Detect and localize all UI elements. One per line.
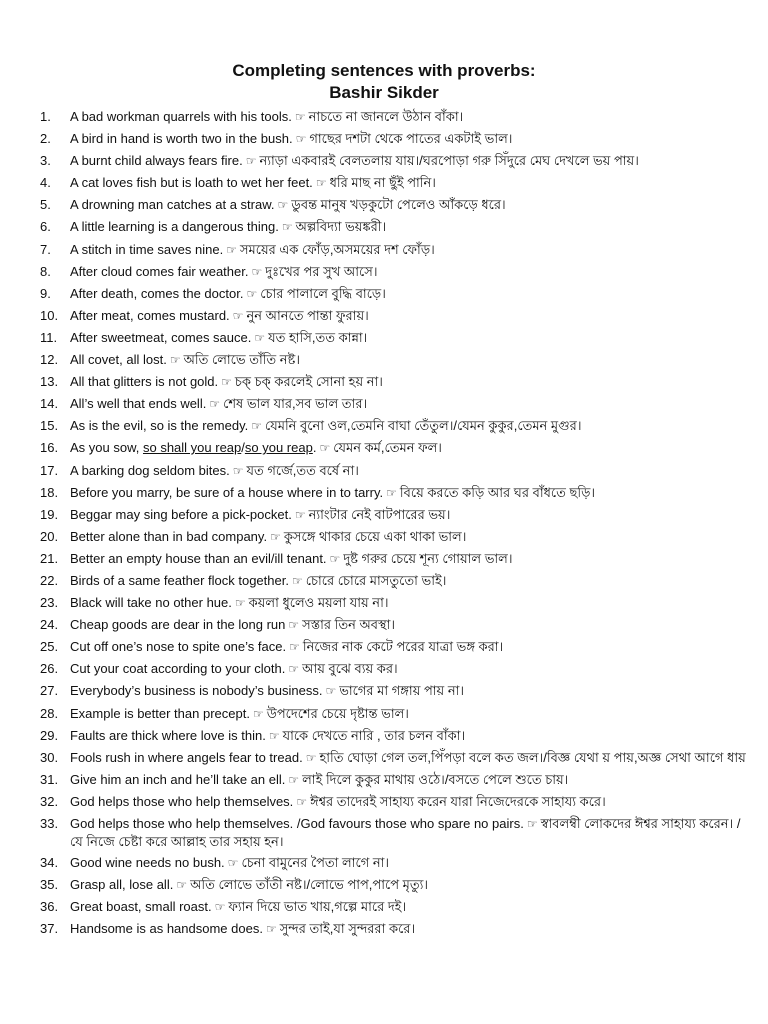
item-body: [70, 417, 752, 435]
item-number: 10.: [40, 307, 59, 323]
english-text-part: .: [312, 440, 317, 456]
item-body: [70, 594, 752, 612]
item-number: 14.: [40, 396, 59, 412]
bengali-proverb: চেনা বামুনের পৈতা লাগে না।: [241, 855, 390, 871]
item-body: [70, 528, 752, 546]
pointing-hand-icon: ☞: [234, 596, 246, 611]
item-number: 27.: [40, 683, 59, 699]
pointing-hand-icon: ☞: [270, 529, 281, 544]
list-item: [40, 307, 752, 325]
list-item: [40, 152, 752, 170]
list-item: [40, 660, 752, 678]
english-proverb: Fools rush in where angels fear to tread.: [70, 749, 303, 765]
item-number: 31.: [40, 771, 59, 787]
item-number: 19.: [40, 506, 59, 522]
item-number: 18.: [40, 484, 59, 500]
list-item: [40, 130, 752, 148]
bengali-proverb: নিজের নাক কেটে পরের যাত্রা ভঙ্গ করা।: [302, 639, 504, 655]
item-body: [70, 108, 752, 126]
bengali-proverb: চক্‌ চক্‌ করলেই সোনা হয় না।: [234, 374, 383, 390]
english-proverb: Good wine needs no bush.: [70, 855, 225, 871]
item-number: 35.: [40, 877, 59, 893]
bengali-proverb: স্বাবলম্বী লোকদের ঈশ্বর সাহায্য করেন। /যে নিজে চেষ্টা করে আল্লাহ তার সহায় হন।: [70, 816, 741, 849]
bengali-proverb: গাছের দশটা থেকে পাতের একটাই ভাল।: [309, 131, 513, 147]
list-item: [40, 528, 752, 546]
item-number: 5.: [40, 197, 51, 213]
english-proverb: Handsome is as handsome does.: [70, 921, 263, 937]
bengali-proverb: যত হাসি,তত কান্না।: [268, 329, 368, 345]
bengali-proverb: অল্পবিদ্যা ভয়ঙ্করী।: [295, 219, 387, 235]
proverb-list: [40, 108, 752, 942]
item-number: 7.: [40, 241, 51, 257]
english-proverb: A stitch in time saves nine.: [70, 241, 224, 257]
item-number: 36.: [40, 899, 59, 915]
pointing-hand-icon: ☞: [319, 441, 331, 456]
pointing-hand-icon: ☞: [386, 485, 397, 500]
item-body: [70, 462, 752, 480]
list-item: [40, 572, 752, 590]
bengali-proverb: ভাগের মা গঙ্গায় পায় না।: [339, 683, 465, 699]
item-body: [70, 638, 752, 656]
pointing-hand-icon: ☞: [227, 856, 239, 871]
pointing-hand-icon: ☞: [281, 220, 293, 235]
list-item: [40, 682, 752, 700]
item-body: [70, 682, 752, 700]
document-title: [0, 60, 768, 104]
english-text-part: As you sow,: [70, 440, 143, 456]
item-body: [70, 263, 752, 281]
item-number: 25.: [40, 639, 59, 655]
item-body: [70, 329, 752, 347]
item-number: 22.: [40, 572, 59, 588]
item-body: [70, 920, 752, 938]
bengali-proverb: যত গর্জে,তত বর্ষে না।: [246, 462, 359, 478]
bengali-proverb: নাচতে না জানলে উঠান বাঁকা।: [308, 109, 464, 124]
english-proverb: After cloud comes fair weather.: [70, 263, 249, 279]
pointing-hand-icon: ☞: [246, 286, 258, 301]
item-body: [70, 439, 752, 457]
item-number: 12.: [40, 352, 59, 368]
item-number: 6.: [40, 219, 51, 235]
item-body: [70, 705, 752, 723]
item-body: [70, 771, 752, 789]
title-author: Bashir Sikder: [329, 83, 439, 102]
list-item: [40, 329, 752, 347]
pointing-hand-icon: ☞: [209, 397, 221, 412]
list-item: [40, 815, 752, 850]
bengali-proverb: আয় বুঝে ব্যয় কর।: [302, 661, 398, 677]
item-body: [70, 572, 752, 590]
item-body: [70, 876, 752, 894]
english-proverb: A bad workman quarrels with his tools.: [70, 109, 292, 124]
english-proverb: Birds of a same feather flock together.: [70, 572, 289, 588]
english-proverb: Black will take no other hue.: [70, 595, 232, 611]
list-item: [40, 854, 752, 872]
item-body: [70, 898, 752, 916]
item-body: [70, 218, 752, 236]
english-proverb: A little learning is a dangerous thing.: [70, 219, 279, 235]
english-proverb: Give him an inch and he’ll take an ell.: [70, 771, 286, 787]
english-proverb: After sweetmeat, comes sauce.: [70, 329, 252, 345]
list-item: [40, 218, 752, 236]
bengali-proverb: যেমন কর্ম,তেমন ফল।: [333, 440, 442, 456]
list-item: [40, 351, 752, 369]
pointing-hand-icon: ☞: [169, 353, 181, 368]
pointing-hand-icon: ☞: [251, 419, 262, 434]
pointing-hand-icon: ☞: [329, 551, 341, 566]
pointing-hand-icon: ☞: [305, 750, 317, 765]
list-item: [40, 898, 752, 916]
item-body: [70, 241, 752, 259]
pointing-hand-icon: ☞: [526, 817, 538, 831]
item-number: 24.: [40, 617, 59, 633]
list-item: [40, 876, 752, 894]
pointing-hand-icon: ☞: [245, 154, 257, 169]
list-item: [40, 506, 752, 524]
item-body: [70, 793, 752, 811]
item-body: [70, 616, 752, 634]
list-item: [40, 616, 752, 634]
bengali-proverb: দুষ্ট গরুর চেয়ে শূন্য গোয়াল ভাল।: [343, 550, 513, 566]
bengali-proverb: বিয়ে করতে কড়ি আর ঘর বাঁধতে ছড়ি।: [399, 484, 596, 500]
bengali-proverb: যাকে দেখতে নারি , তার চলন বাঁকা।: [282, 727, 466, 743]
item-number: 17.: [40, 462, 59, 478]
bengali-proverb: সুন্দর তাই,যা সুন্দররা করে।: [279, 921, 416, 937]
list-item: [40, 263, 752, 281]
list-item: [40, 638, 752, 656]
item-body: [70, 152, 752, 170]
pointing-hand-icon: ☞: [288, 772, 300, 787]
bengali-proverb: নুন আনতে পান্তা ফুরায়।: [246, 307, 369, 323]
pointing-hand-icon: ☞: [295, 132, 307, 147]
item-number: 37.: [40, 921, 59, 937]
list-item: [40, 705, 752, 723]
pointing-hand-icon: ☞: [325, 684, 337, 699]
pointing-hand-icon: ☞: [288, 662, 300, 677]
item-body: [70, 506, 752, 524]
english-proverb: God helps those who help themselves.: [70, 793, 294, 809]
item-body: [70, 660, 752, 678]
item-body: [70, 854, 752, 872]
list-item: [40, 196, 752, 214]
bengali-proverb: ডুবন্ত মানুষ খড়কুটো পেলেও আঁকড়ে ধরে।: [291, 197, 506, 213]
item-number: 11.: [40, 329, 58, 345]
pointing-hand-icon: ☞: [291, 573, 303, 588]
pointing-hand-icon: ☞: [252, 706, 264, 721]
item-number: 28.: [40, 705, 59, 721]
item-body: [70, 285, 752, 303]
item-body: [70, 484, 752, 502]
item-body: [70, 196, 752, 214]
english-proverb: After death, comes the doctor.: [70, 285, 244, 301]
item-number: 2.: [40, 131, 51, 147]
english-proverb: Faults are thick where love is thin.: [70, 727, 266, 743]
list-item: [40, 373, 752, 391]
english-proverb: Cut your coat according to your cloth.: [70, 661, 286, 677]
bengali-proverb: অতি লোভে তাঁতি নষ্ট।: [183, 352, 301, 368]
english-proverb: Before you marry, be sure of a house where in to tarry.: [70, 484, 384, 500]
bengali-proverb: শেষ ভাল যার,সব ভাল তার।: [223, 396, 368, 412]
item-body: [70, 373, 752, 391]
bengali-proverb: কুসঙ্গে থাকার চেয়ে একা থাকা ভাল।: [283, 528, 467, 544]
item-number: 21.: [40, 550, 59, 566]
underlined-phrase: so you reap: [244, 440, 313, 456]
english-proverb: Better an empty house than an evil/ill tenant.: [70, 550, 327, 566]
bengali-proverb: ধরি মাছ না ছুঁই পানি।: [329, 175, 436, 191]
item-number: 8.: [40, 263, 51, 279]
english-proverb: A bird in hand is worth two in the bush.: [70, 131, 293, 147]
bengali-proverb: ন্যাংটার নেই বাটপারের ভয়।: [308, 506, 451, 522]
item-body: [70, 395, 752, 413]
english-proverb: Example is better than precept.: [70, 705, 250, 721]
pointing-hand-icon: ☞: [294, 507, 306, 522]
item-number: 1.: [40, 109, 51, 124]
item-number: 3.: [40, 153, 51, 169]
item-number: 4.: [40, 175, 51, 191]
bengali-proverb: যেমনি বুনো ওল,তেমনি বাঘা তেঁতুল।/যেমন কুকুর,তেমন মুগুর।: [264, 418, 582, 434]
list-item: [40, 462, 752, 480]
item-number: 33.: [40, 816, 59, 831]
bengali-proverb: কয়লা ধুলেও ময়লা যায় না।: [248, 595, 389, 611]
english-proverb: A burnt child always fears fire.: [70, 153, 243, 169]
english-proverb: God helps those who help themselves. /God favours those who spare no pairs.: [70, 816, 524, 831]
english-proverb: Grasp all, lose all.: [70, 877, 174, 893]
list-item: [40, 285, 752, 303]
pointing-hand-icon: ☞: [254, 330, 266, 345]
pointing-hand-icon: ☞: [226, 242, 237, 257]
pointing-hand-icon: ☞: [265, 922, 277, 937]
item-number: 9.: [40, 285, 51, 301]
bengali-proverb: উপদেশের চেয়ে দৃষ্টান্ত ভাল।: [266, 705, 409, 721]
item-number: 30.: [40, 749, 59, 765]
item-body: [70, 351, 752, 369]
bengali-proverb: দুঃখের পর সুখ আসে।: [265, 263, 378, 279]
item-number: 29.: [40, 727, 59, 743]
english-proverb: Great boast, small roast.: [70, 899, 212, 915]
english-proverb: Cut off one’s nose to spite one’s face.: [70, 639, 287, 655]
bengali-proverb: লাই দিলে কুকুর মাথায় ওঠে।/বসতে পেলে শুতে চায়।: [302, 771, 569, 787]
item-body: [70, 550, 752, 568]
item-number: 13.: [40, 374, 59, 390]
bengali-proverb: হাতি ঘোড়া গেল তল,পিঁপড়া বলে কত জল।/বিজ্ঞ যেথা য় পায়,অজ্ঞ সেথা আগে ধায়: [319, 749, 746, 765]
list-item: [40, 920, 752, 938]
bengali-proverb: সস্তার তিন অবস্থা।: [302, 617, 395, 633]
title-line-1: Completing sentences with proverbs:: [232, 61, 536, 80]
english-proverb: Everybody’s business is nobody’s business.: [70, 683, 323, 699]
english-proverb: As is the evil, so is the remedy.: [70, 418, 249, 434]
list-item: [40, 395, 752, 413]
pointing-hand-icon: ☞: [232, 308, 244, 323]
item-body: [70, 174, 752, 192]
english-proverb: Beggar may sing before a pick-pocket.: [70, 506, 292, 522]
list-item: [40, 594, 752, 612]
item-body: [70, 130, 752, 148]
list-item: [40, 550, 752, 568]
item-body: [70, 749, 752, 767]
item-body: [70, 307, 752, 325]
pointing-hand-icon: ☞: [294, 110, 306, 124]
pointing-hand-icon: ☞: [251, 264, 263, 279]
list-item: [40, 727, 752, 745]
english-proverb: Better alone than in bad company.: [70, 528, 268, 544]
list-item: [40, 484, 752, 502]
pointing-hand-icon: ☞: [232, 463, 244, 478]
pointing-hand-icon: ☞: [214, 900, 226, 915]
english-proverb: Cheap goods are dear in the long run: [70, 617, 286, 633]
list-item: [40, 417, 752, 435]
list-item: [40, 439, 752, 457]
item-number: 26.: [40, 661, 59, 677]
item-body: [70, 815, 752, 850]
pointing-hand-icon: ☞: [221, 375, 232, 390]
english-proverb: All’s well that ends well.: [70, 396, 207, 412]
item-number: 23.: [40, 595, 59, 611]
bengali-proverb: ফ্যান দিয়ে ভাত খায়,গল্পে মারে দই।: [228, 899, 407, 915]
item-number: 32.: [40, 793, 59, 809]
bengali-proverb: চোর পালালে বুদ্ধি বাড়ে।: [260, 285, 386, 301]
item-number: 16.: [40, 440, 59, 456]
english-proverb: A drowning man catches at a straw.: [70, 197, 275, 213]
list-item: [40, 241, 752, 259]
bengali-proverb: ন্যাড়া একবারই বেলতলায় যায়।/ঘরপোড়া গরু সিঁদুরে মেঘ দেখলে ভয় পায়।: [259, 153, 639, 169]
pointing-hand-icon: ☞: [277, 198, 289, 213]
underlined-phrase: so shall you reap: [142, 440, 242, 456]
item-number: 15.: [40, 418, 59, 434]
english-proverb: A cat loves fish but is loath to wet her feet.: [70, 175, 313, 191]
list-item: [40, 108, 752, 126]
pointing-hand-icon: ☞: [288, 618, 300, 633]
pointing-hand-icon: ☞: [268, 728, 280, 743]
pointing-hand-icon: ☞: [289, 640, 300, 655]
pointing-hand-icon: ☞: [296, 794, 308, 809]
pointing-hand-icon: ☞: [315, 176, 327, 191]
item-number: 34.: [40, 855, 59, 871]
bengali-proverb: চোরে চোরে মাসতুতো ভাই।: [305, 572, 447, 588]
list-item: [40, 174, 752, 192]
list-item: [40, 749, 752, 767]
english-proverb: [70, 440, 316, 455]
bengali-proverb: অতি লোভে তাঁতী নষ্ট।/লোভে পাপ,পাপে মৃত্যু।: [190, 877, 429, 893]
english-proverb: After meat, comes mustard.: [70, 307, 230, 323]
list-item: [40, 771, 752, 789]
bengali-proverb: সময়ের এক ফোঁড়,অসময়ের দশ ফোঁড়।: [239, 241, 435, 257]
pointing-hand-icon: ☞: [176, 878, 188, 893]
item-number: 20.: [40, 528, 59, 544]
english-text-part: /: [241, 440, 245, 456]
english-proverb: All covet, all lost.: [70, 352, 167, 368]
english-proverb: All that glitters is not gold.: [70, 374, 219, 390]
bengali-proverb: ঈশ্বর তাদেরই সাহায্য করেন যারা নিজেদেরকে সাহায্য করে।: [310, 793, 606, 809]
list-item: [40, 793, 752, 811]
item-body: [70, 727, 752, 745]
english-proverb: A barking dog seldom bites.: [70, 462, 230, 478]
